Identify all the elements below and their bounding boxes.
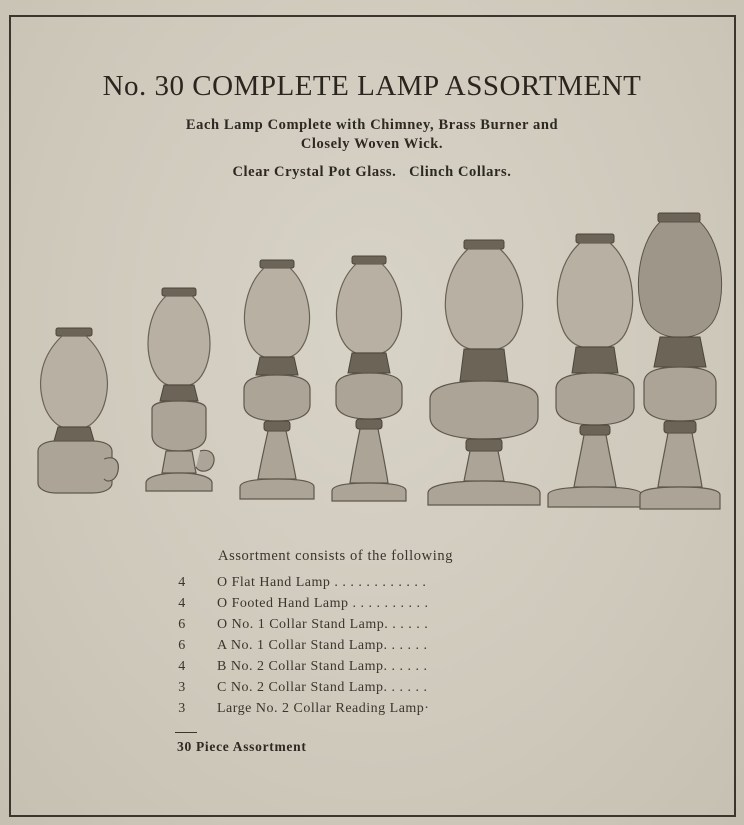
total-rule (175, 732, 197, 733)
stand-lamp-4-image (548, 234, 642, 507)
flat-hand-lamp-image (38, 328, 118, 493)
assortment-caption: Assortment consists of the following (218, 548, 454, 564)
list-item (172, 638, 552, 659)
footed-hand-lamp-image (146, 288, 214, 491)
lamp-illustration (0, 205, 744, 525)
list-item (172, 575, 552, 596)
item-quantity: 3 (178, 701, 186, 716)
subtitle-line-3: Clear Crystal Pot Glass. Clinch Collars. (232, 164, 512, 180)
list-item (172, 680, 552, 701)
lamp-illustration-svg (0, 205, 744, 525)
item-quantity: 6 (178, 638, 186, 653)
item-description: O No. 1 Collar Stand Lamp. . . . . . (217, 617, 429, 632)
assortment-list (172, 575, 552, 722)
assortment-total: 30 Piece Assortment (177, 739, 307, 754)
stand-lamp-3-image (428, 240, 540, 505)
stand-lamp-1-image (240, 260, 314, 499)
subtitle-line-2: Closely Woven Wick. (300, 136, 444, 152)
stand-lamp-2-image (332, 256, 406, 501)
item-quantity: 4 (178, 575, 186, 590)
list-item (172, 701, 552, 722)
list-item (172, 596, 552, 617)
item-quantity: 4 (178, 596, 186, 611)
item-description: C No. 2 Collar Stand Lamp. . . . . . (217, 680, 428, 695)
item-description: Large No. 2 Collar Reading Lamp· (217, 701, 430, 716)
subtitle-line-1: Each Lamp Complete with Chimney, Brass Burner and (185, 117, 559, 133)
reading-lamp-image (638, 213, 721, 509)
item-description: O Footed Hand Lamp . . . . . . . . . . (217, 596, 429, 611)
list-item (172, 617, 552, 638)
item-description: A No. 1 Collar Stand Lamp. . . . . . (217, 638, 428, 653)
item-quantity: 3 (178, 680, 186, 695)
item-description: B No. 2 Collar Stand Lamp. . . . . . (217, 659, 428, 674)
item-quantity: 6 (178, 617, 186, 632)
item-description: O Flat Hand Lamp . . . . . . . . . . . . (217, 575, 427, 590)
page-title: No. 30 COMPLETE LAMP ASSORTMENT (102, 70, 642, 102)
item-quantity: 4 (178, 659, 186, 674)
list-item (172, 659, 552, 680)
